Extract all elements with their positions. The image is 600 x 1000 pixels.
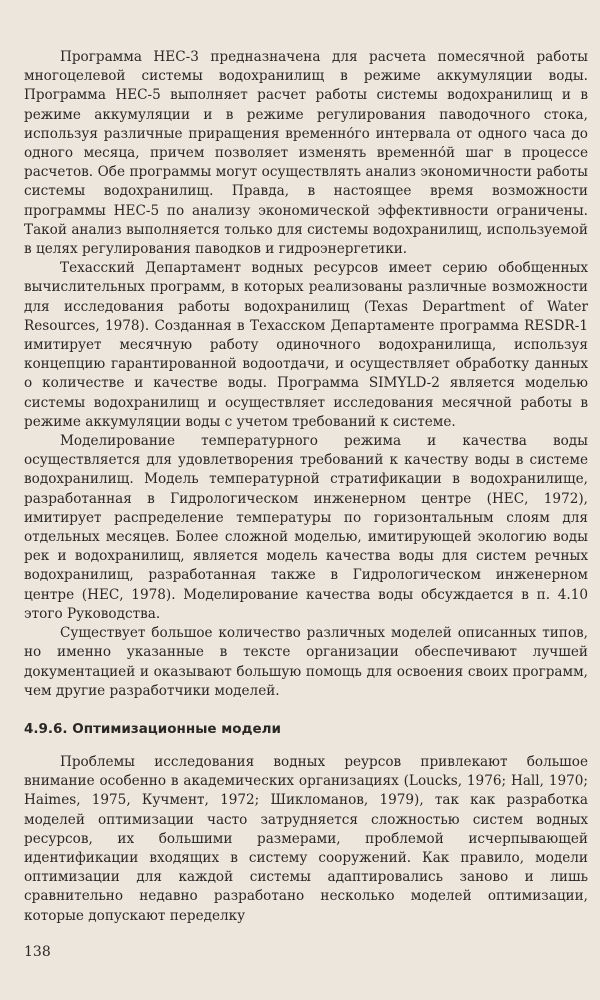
page-number: 138 <box>24 944 51 960</box>
paragraph-optimization-intro: Проблемы исследования водных реурсов привлекают большое внимание особенно в академических организациях (Loucks, 1976; Hall, 1970; Haimes, 1975, Кучмент, 1972; Шикломанов, 1979), так как разработка моделей оптимизации часто затрудняется сложностью систем водных ресурсов, их большими размерами, проблемой исчерпывающей идентификации входящих в систему сооружений. Как правило, модели оптимизации для каждой системы адаптировались заново и лишь сравнительно недавно разработано несколько моделей оптимизации, которые допускают переделку <box>24 753 588 924</box>
section-heading: 4.9.6. Оптимизационные модели <box>24 720 281 737</box>
paragraph-temperature-quality: Моделирование температурного режима и качества воды осуществляется для удовлетворения требований к качеству воды в системе водохранилищ. Модель температурной стратификации в водохранилище, разработанная в Гидрологическом инженерном центре (НЕС, 1972), имитирует распределение температуры по горизонтальным слоям для отдельных месяцев. Более сложной моделью, имитирующей экологию воды рек и водохранилищ, является модель качества воды для систем речных водохранилищ, разработанная также в Гидрологическом инженерном центре (НЕС, 1978). Моделирование качества воды обсуждается в п. 4.10 этого Руководства. <box>24 433 588 622</box>
paragraph-hec-programs: Программа НЕС-3 предназначена для расчета помесячной работы многоцелевой системы водохранилищ в режиме аккумуляции воды. Программа НЕС-5 выполняет расчет работы системы водохранилищ и в режиме аккумуляции и в режиме регулирования паводочного стока, используя различные приращения временно́го интервала от одного часа до одного месяца, причем позволяет изменять временно́й шаг в процессе расчетов. Обе программы могут осуществлять анализ экономичности работы системы водохранилищ. Правда, в настоящее время возможности программы НЕС-5 по анализу экономической эффективности ограничены. Такой анализ выполняется только для системы водохранилищ, используемой в целях регулирования паводков и гидроэнергетики. <box>24 49 588 258</box>
paragraph-models-summary: Существует большое количество различных моделей описанных типов, но именно указанные в тексте организации обеспечивают лучшей документацией и оказывают большую помощь для освоения своих программ, чем другие разработчики моделей. <box>24 625 588 699</box>
paragraph-texas-department: Техасский Департамент водных ресурсов имеет серию обобщенных вычислительных программ, в которых реализованы различные возможности для исследования работы водохранилищ (Texas Department of Water Resources, 1978). Созданная в Техасском Департаменте программа RESDR-1 имитирует месячную работу одиночного водохранилища, используя концепцию гарантированной водоотдачи, и осуществляет обработку данных о количестве и качестве воды. Программа SIMYLD-2 является моделью системы водохранилищ и осуществляет исследования месячной работы в режиме аккумуляции воды с учетом требований к системе. <box>24 260 588 430</box>
